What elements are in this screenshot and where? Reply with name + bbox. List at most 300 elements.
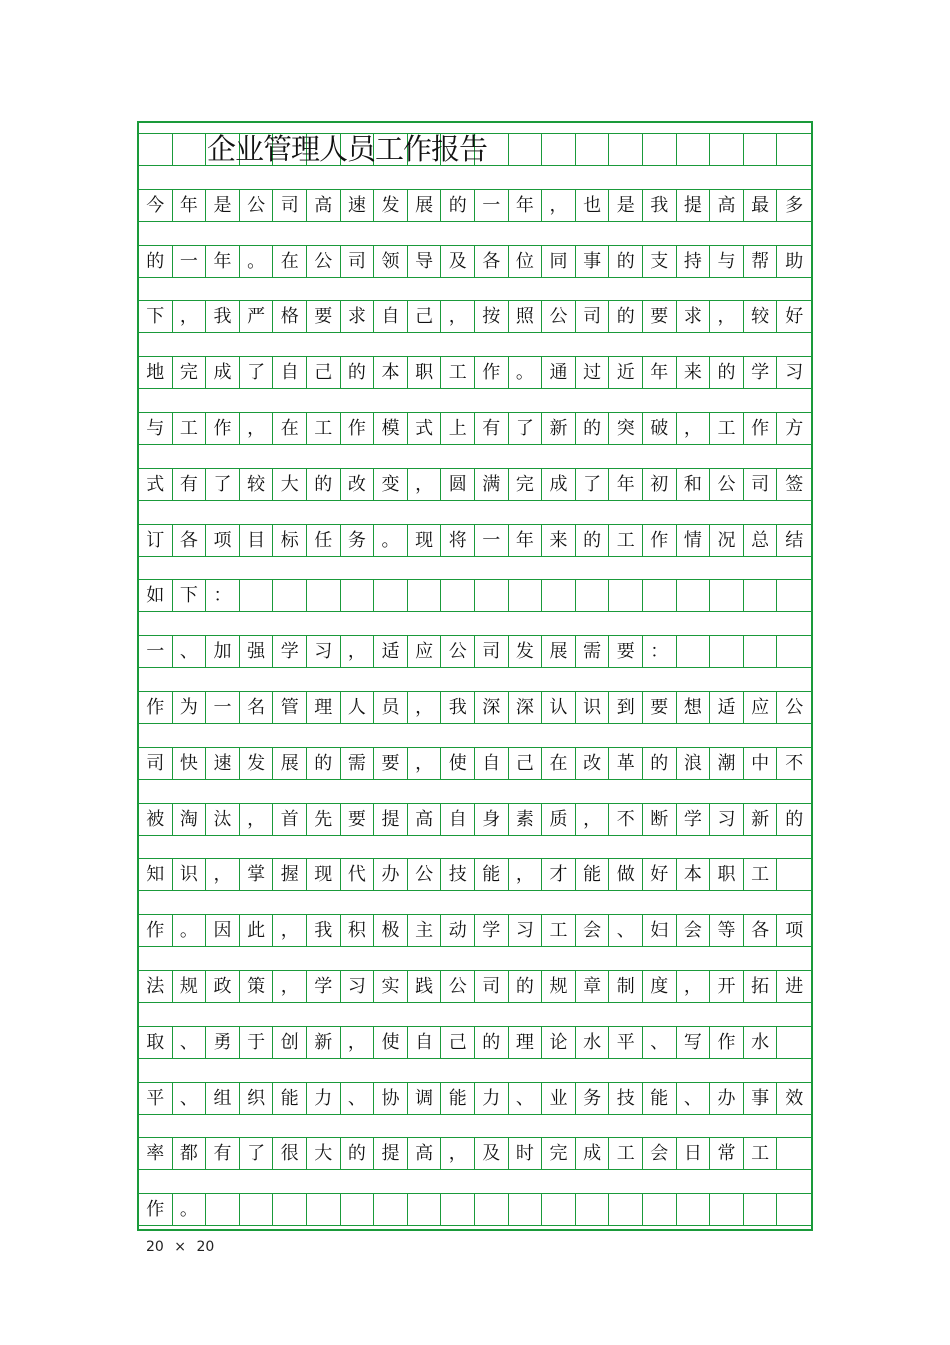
grid-cell: 度 bbox=[643, 971, 677, 1002]
grid-cell: 下 bbox=[173, 580, 207, 611]
grid-cell: 了 bbox=[576, 469, 610, 500]
grid-cell: 持 bbox=[677, 246, 711, 277]
grid-cell bbox=[509, 1194, 543, 1225]
grid-cell bbox=[374, 1194, 408, 1225]
grid-cell: 发 bbox=[509, 636, 543, 667]
grid-cell: 章 bbox=[576, 971, 610, 1002]
grid-cell: 各 bbox=[475, 246, 509, 277]
grid-cell bbox=[542, 1194, 576, 1225]
grid-cell: 有 bbox=[475, 413, 509, 444]
grid-cell: 作 bbox=[744, 413, 778, 444]
grid-cell: 握 bbox=[273, 859, 307, 890]
grid-cell bbox=[609, 134, 643, 165]
grid-cell: 高 bbox=[710, 190, 744, 221]
row-cells bbox=[139, 691, 811, 724]
grid-cell: 、 bbox=[677, 1083, 711, 1114]
grid-cell: 要 bbox=[341, 804, 375, 835]
row-gap bbox=[139, 166, 811, 189]
grid-cell: 的 bbox=[341, 357, 375, 388]
grid-cell: 好 bbox=[785, 306, 804, 328]
grid-cell: 学 bbox=[307, 971, 341, 1002]
grid-cell: 地 bbox=[139, 357, 173, 388]
grid-cell: 任 bbox=[307, 525, 341, 556]
grid-cell: 强 bbox=[240, 636, 274, 667]
grid-cell: 我 bbox=[206, 301, 240, 332]
grid-cell: 深 bbox=[475, 692, 509, 723]
row-cells bbox=[139, 524, 811, 557]
grid-cell: 中 bbox=[744, 748, 778, 779]
grid-cell: 自 bbox=[408, 1027, 442, 1058]
grid-cell: 来 bbox=[677, 357, 711, 388]
grid-cell bbox=[341, 580, 375, 611]
grid-cell: 自 bbox=[441, 804, 475, 835]
grid-cell: 日 bbox=[677, 1138, 711, 1169]
grid-cell: 加 bbox=[206, 636, 240, 667]
grid-cell: ， bbox=[408, 692, 442, 723]
grid-cell: ， bbox=[441, 301, 475, 332]
grid-cell: 照 bbox=[509, 301, 543, 332]
grid-cell: 管 bbox=[273, 692, 307, 723]
row-cells bbox=[139, 803, 811, 836]
grid-cell: 我 bbox=[643, 190, 677, 221]
grid-cell: 变 bbox=[374, 469, 408, 500]
grid-cell: 。 bbox=[509, 357, 543, 388]
grid-cell: 都 bbox=[173, 1138, 207, 1169]
grid-cell: 学 bbox=[475, 915, 509, 946]
grid-cell: 的 bbox=[609, 301, 643, 332]
grid-cell: 领 bbox=[374, 246, 408, 277]
grid-cell: 改 bbox=[576, 748, 610, 779]
grid-cell: 方 bbox=[785, 417, 804, 439]
grid-cell: 作 bbox=[643, 525, 677, 556]
grid-cell: 有 bbox=[173, 469, 207, 500]
grid-cell: 突 bbox=[609, 413, 643, 444]
grid-cell: 政 bbox=[206, 971, 240, 1002]
grid-cell bbox=[677, 580, 711, 611]
grid-cell bbox=[777, 580, 811, 611]
grid-cell: 较 bbox=[744, 301, 778, 332]
grid-cell: 使 bbox=[374, 1027, 408, 1058]
grid-cell: 做 bbox=[609, 859, 643, 890]
grid-cell: 人 bbox=[341, 692, 375, 723]
grid-cell bbox=[307, 1194, 341, 1225]
grid-cell: 不 bbox=[609, 804, 643, 835]
grid-cell: 进 bbox=[785, 975, 804, 997]
row-gap bbox=[139, 1170, 811, 1193]
grid-cell bbox=[240, 1194, 274, 1225]
grid-cell bbox=[777, 134, 811, 165]
grid-cell: 、 bbox=[173, 1083, 207, 1114]
grid-cell: 学 bbox=[677, 804, 711, 835]
row-gap bbox=[139, 947, 811, 970]
grid-cell: 很 bbox=[273, 1138, 307, 1169]
grid-cell: 支 bbox=[643, 246, 677, 277]
grid-cell: ， bbox=[173, 301, 207, 332]
grid-cell: 总 bbox=[744, 525, 778, 556]
grid-cell: 完 bbox=[509, 469, 543, 500]
grid-cell: 标 bbox=[273, 525, 307, 556]
grid-cell: 工 bbox=[710, 413, 744, 444]
grid-cell: 力 bbox=[307, 1083, 341, 1114]
grid-cell: 法 bbox=[139, 971, 173, 1002]
grid-cell: 况 bbox=[710, 525, 744, 556]
grid-cell: 在 bbox=[273, 413, 307, 444]
grid-cell: 、 bbox=[609, 915, 643, 946]
grid-cell: 平 bbox=[609, 1027, 643, 1058]
grid-cell: 。 bbox=[173, 1194, 207, 1225]
grid-cell: 式 bbox=[408, 413, 442, 444]
grid-cell: 的 bbox=[643, 748, 677, 779]
grid-cell: 将 bbox=[441, 525, 475, 556]
row-cells bbox=[139, 245, 811, 278]
grid-cell: 高 bbox=[408, 1138, 442, 1169]
grid-cell bbox=[408, 580, 442, 611]
grid-cell bbox=[441, 1194, 475, 1225]
manuscript-grid bbox=[137, 121, 813, 1231]
grid-cell bbox=[273, 580, 307, 611]
row-cells bbox=[139, 1193, 811, 1226]
grid-cell: 水 bbox=[576, 1027, 610, 1058]
grid-cell: 了 bbox=[206, 469, 240, 500]
grid-cell: 提 bbox=[374, 804, 408, 835]
grid-cell: 务 bbox=[576, 1083, 610, 1114]
row-gap bbox=[139, 222, 811, 245]
grid-cell: 模 bbox=[374, 413, 408, 444]
grid-cell: 的 bbox=[139, 246, 173, 277]
grid-cell bbox=[677, 1194, 711, 1225]
grid-cell: 被 bbox=[139, 804, 173, 835]
grid-cell: 发 bbox=[240, 748, 274, 779]
grid-cell: 会 bbox=[643, 1138, 677, 1169]
grid-cell: 策 bbox=[240, 971, 274, 1002]
grid-cell bbox=[777, 1138, 811, 1169]
grid-cell: ， bbox=[240, 413, 274, 444]
grid-cell: 导 bbox=[408, 246, 442, 277]
grid-cell bbox=[139, 134, 173, 165]
grid-cell: 协 bbox=[374, 1083, 408, 1114]
grid-cell: 本 bbox=[677, 859, 711, 890]
grid-cell: 年 bbox=[206, 246, 240, 277]
grid-cell: 己 bbox=[441, 1027, 475, 1058]
grid-cell bbox=[777, 636, 811, 667]
grid-cell: 等 bbox=[710, 915, 744, 946]
grid-cell bbox=[173, 134, 207, 165]
grid-cell: 我 bbox=[441, 692, 475, 723]
row-gap bbox=[139, 278, 811, 301]
grid-cell: 年 bbox=[643, 357, 677, 388]
grid-cell bbox=[643, 134, 677, 165]
grid-cell: ， bbox=[408, 469, 442, 500]
grid-cell: 浪 bbox=[677, 748, 711, 779]
grid-cell: 通 bbox=[542, 357, 576, 388]
grid-cell: 质 bbox=[542, 804, 576, 835]
grid-cell: ： bbox=[206, 580, 240, 611]
row-cells bbox=[139, 356, 811, 389]
row-gap bbox=[139, 668, 811, 691]
grid-cell: 断 bbox=[643, 804, 677, 835]
grid-cell: 最 bbox=[744, 190, 778, 221]
grid-cell: 公 bbox=[710, 469, 744, 500]
times-sign: × bbox=[174, 1239, 187, 1255]
row-cells bbox=[139, 579, 811, 612]
grid-cell bbox=[408, 1194, 442, 1225]
grid-cell: 有 bbox=[206, 1138, 240, 1169]
grid-cell: 是 bbox=[609, 190, 643, 221]
grid-cell: 完 bbox=[542, 1138, 576, 1169]
grid-cell: ， bbox=[542, 190, 576, 221]
grid-cell: 能 bbox=[576, 859, 610, 890]
grid-cell: 了 bbox=[240, 1138, 274, 1169]
grid-cell: 司 bbox=[475, 636, 509, 667]
grid-cell: 多 bbox=[785, 194, 804, 216]
grid-cell: 平 bbox=[139, 1083, 173, 1114]
grid-cell: 规 bbox=[173, 971, 207, 1002]
grid-cell: 。 bbox=[173, 915, 207, 946]
grid-cell: 工 bbox=[307, 413, 341, 444]
grid-cell: 妇 bbox=[643, 915, 677, 946]
grid-cell: 与 bbox=[139, 413, 173, 444]
grid-cell: 织 bbox=[240, 1083, 274, 1114]
grid-cell bbox=[542, 580, 576, 611]
grid-cell: 先 bbox=[307, 804, 341, 835]
row-gap bbox=[139, 612, 811, 635]
grid-cell: 各 bbox=[173, 525, 207, 556]
grid-cell: 如 bbox=[139, 580, 173, 611]
row-gap bbox=[139, 780, 811, 803]
grid-cell: 完 bbox=[173, 357, 207, 388]
grid-cell: 是 bbox=[206, 190, 240, 221]
grid-cell: ， bbox=[677, 413, 711, 444]
grid-cell: 项 bbox=[785, 920, 804, 942]
grid-cell: 过 bbox=[576, 357, 610, 388]
grid-cell: ， bbox=[273, 915, 307, 946]
grid-cell: 因 bbox=[206, 915, 240, 946]
grid-cell: 求 bbox=[677, 301, 711, 332]
grid-cell: 、 bbox=[509, 1083, 543, 1114]
grid-cell: 较 bbox=[240, 469, 274, 500]
grid-cell: 和 bbox=[677, 469, 711, 500]
grid-cell: 与 bbox=[710, 246, 744, 277]
grid-cell: 高 bbox=[307, 190, 341, 221]
grid-cell bbox=[744, 1194, 778, 1225]
grid-cell: 代 bbox=[341, 859, 375, 890]
grid-cell: 革 bbox=[609, 748, 643, 779]
grid-cell: 展 bbox=[273, 748, 307, 779]
grid-cell: 上 bbox=[441, 413, 475, 444]
grid-rows: 20 bbox=[196, 1239, 215, 1255]
grid-cell: 年 bbox=[609, 469, 643, 500]
grid-cell: ， bbox=[509, 859, 543, 890]
grid-cell: 想 bbox=[677, 692, 711, 723]
grid-cell: 结 bbox=[785, 529, 804, 551]
grid-cell: 年 bbox=[509, 190, 543, 221]
grid-cell: 在 bbox=[273, 246, 307, 277]
grid-cell: ， bbox=[408, 748, 442, 779]
grid-cell: 首 bbox=[273, 804, 307, 835]
grid-cell: 名 bbox=[240, 692, 274, 723]
grid-cell: 的 bbox=[609, 246, 643, 277]
grid-cell: 创 bbox=[273, 1027, 307, 1058]
grid-cell: 能 bbox=[475, 859, 509, 890]
grid-cell: 办 bbox=[374, 859, 408, 890]
grid-cell: 成 bbox=[206, 357, 240, 388]
grid-cell: 新 bbox=[542, 413, 576, 444]
grid-cell: 理 bbox=[307, 692, 341, 723]
grid-cell: 提 bbox=[677, 190, 711, 221]
grid-cell: 习 bbox=[785, 362, 804, 384]
grid-cell: 帮 bbox=[744, 246, 778, 277]
grid-cell: 淘 bbox=[173, 804, 207, 835]
grid-cell: 公 bbox=[240, 190, 274, 221]
grid-cell: 来 bbox=[542, 525, 576, 556]
grid-cell: 取 bbox=[139, 1027, 173, 1058]
grid-cell: 一 bbox=[139, 636, 173, 667]
grid-cell: 严 bbox=[240, 301, 274, 332]
grid-cell: 司 bbox=[475, 971, 509, 1002]
row-cells bbox=[139, 1082, 811, 1115]
grid-cell: 会 bbox=[677, 915, 711, 946]
grid-cell: 使 bbox=[441, 748, 475, 779]
grid-cell: ， bbox=[576, 804, 610, 835]
grid-cell bbox=[744, 134, 778, 165]
grid-cell: 公 bbox=[441, 636, 475, 667]
grid-cell: ， bbox=[341, 636, 375, 667]
grid-cell: 作 bbox=[139, 915, 173, 946]
grid-cols: 20 bbox=[146, 1239, 164, 1255]
grid-cell bbox=[542, 134, 576, 165]
grid-cell: 工 bbox=[173, 413, 207, 444]
grid-cell bbox=[576, 580, 610, 611]
grid-cell: 的 bbox=[307, 748, 341, 779]
row-cells bbox=[139, 1137, 811, 1170]
grid-cell: 制 bbox=[609, 971, 643, 1002]
grid-cell: 习 bbox=[307, 636, 341, 667]
grid-cell: 能 bbox=[273, 1083, 307, 1114]
grid-cell bbox=[677, 636, 711, 667]
grid-cell: 工 bbox=[542, 915, 576, 946]
grid-cell: 也 bbox=[576, 190, 610, 221]
grid-cell: ， bbox=[206, 859, 240, 890]
grid-cell bbox=[643, 580, 677, 611]
grid-cell: 调 bbox=[408, 1083, 442, 1114]
grid-cell: 现 bbox=[408, 525, 442, 556]
grid-cell: 能 bbox=[643, 1083, 677, 1114]
grid-cell: 极 bbox=[374, 915, 408, 946]
grid-cell: 公 bbox=[307, 246, 341, 277]
grid-cell: 工 bbox=[744, 859, 778, 890]
grid-cell: 的 bbox=[576, 525, 610, 556]
row-gap bbox=[139, 1003, 811, 1026]
grid-cell: 订 bbox=[139, 525, 173, 556]
grid-cell: 会 bbox=[576, 915, 610, 946]
grid-cell: 的 bbox=[576, 413, 610, 444]
grid-cell: 展 bbox=[542, 636, 576, 667]
grid-cell: 学 bbox=[744, 357, 778, 388]
grid-cell: 成 bbox=[542, 469, 576, 500]
grid-cell: 于 bbox=[240, 1027, 274, 1058]
row-cells bbox=[139, 412, 811, 445]
row-cells bbox=[139, 914, 811, 947]
grid-cell: 论 bbox=[542, 1027, 576, 1058]
grid-cell: 开 bbox=[710, 971, 744, 1002]
grid-cell: 破 bbox=[643, 413, 677, 444]
grid-cell: 作 bbox=[139, 1194, 173, 1225]
grid-cell: 好 bbox=[643, 859, 677, 890]
grid-cell: 理 bbox=[509, 1027, 543, 1058]
grid-cell: 能 bbox=[441, 1083, 475, 1114]
grid-cell: ： bbox=[643, 636, 677, 667]
grid-cell: 作 bbox=[341, 413, 375, 444]
grid-cell bbox=[441, 580, 475, 611]
grid-cell: 一 bbox=[475, 190, 509, 221]
page-title: 企业管理人员工作报告 bbox=[207, 132, 488, 166]
grid-cell: 作 bbox=[475, 357, 509, 388]
grid-cell: 司 bbox=[341, 246, 375, 277]
grid-cell: 主 bbox=[408, 915, 442, 946]
grid-cell: 的 bbox=[441, 190, 475, 221]
grid-cell: 展 bbox=[408, 190, 442, 221]
grid-cell: 技 bbox=[441, 859, 475, 890]
grid-cell bbox=[240, 580, 274, 611]
grid-cell bbox=[677, 134, 711, 165]
grid-cell: 下 bbox=[139, 301, 173, 332]
grid-cell bbox=[609, 1194, 643, 1225]
grid-cell: 技 bbox=[609, 1083, 643, 1114]
grid-cell: 作 bbox=[710, 1027, 744, 1058]
grid-cell: 不 bbox=[785, 752, 804, 774]
grid-cell: 拓 bbox=[744, 971, 778, 1002]
grid-cell: 高 bbox=[408, 804, 442, 835]
grid-cell: 的 bbox=[710, 357, 744, 388]
grid-cell: 工 bbox=[609, 525, 643, 556]
grid-cell: 式 bbox=[139, 469, 173, 500]
row-gap bbox=[139, 1059, 811, 1082]
grid-cell: 一 bbox=[206, 692, 240, 723]
grid-cell: 自 bbox=[273, 357, 307, 388]
row-cells bbox=[139, 970, 811, 1003]
grid-cell: 学 bbox=[273, 636, 307, 667]
grid-cell: 的 bbox=[785, 808, 804, 830]
grid-cell: 习 bbox=[710, 804, 744, 835]
grid-cell: 力 bbox=[475, 1083, 509, 1114]
grid-cell: 本 bbox=[374, 357, 408, 388]
grid-cell bbox=[744, 580, 778, 611]
grid-cell: 规 bbox=[542, 971, 576, 1002]
grid-cell: 适 bbox=[374, 636, 408, 667]
grid-cell: 在 bbox=[542, 748, 576, 779]
grid-cell: 践 bbox=[408, 971, 442, 1002]
grid-cell bbox=[710, 1194, 744, 1225]
grid-cell: 知 bbox=[139, 859, 173, 890]
grid-cell: 工 bbox=[609, 1138, 643, 1169]
grid-cell: 要 bbox=[643, 692, 677, 723]
row-cells bbox=[139, 635, 811, 668]
grid-cell: 事 bbox=[744, 1083, 778, 1114]
grid-cell: 及 bbox=[441, 246, 475, 277]
grid-cell: 自 bbox=[374, 301, 408, 332]
row-cells bbox=[139, 300, 811, 333]
grid-cell: 了 bbox=[509, 413, 543, 444]
grid-cell: 大 bbox=[307, 1138, 341, 1169]
grid-cell: 新 bbox=[307, 1027, 341, 1058]
grid-cell: 成 bbox=[576, 1138, 610, 1169]
grid-cell: 作 bbox=[206, 413, 240, 444]
grid-cell bbox=[576, 134, 610, 165]
grid-cell: 年 bbox=[509, 525, 543, 556]
row-cells bbox=[139, 747, 811, 780]
grid-cell: 同 bbox=[542, 246, 576, 277]
grid-cell: 司 bbox=[139, 748, 173, 779]
